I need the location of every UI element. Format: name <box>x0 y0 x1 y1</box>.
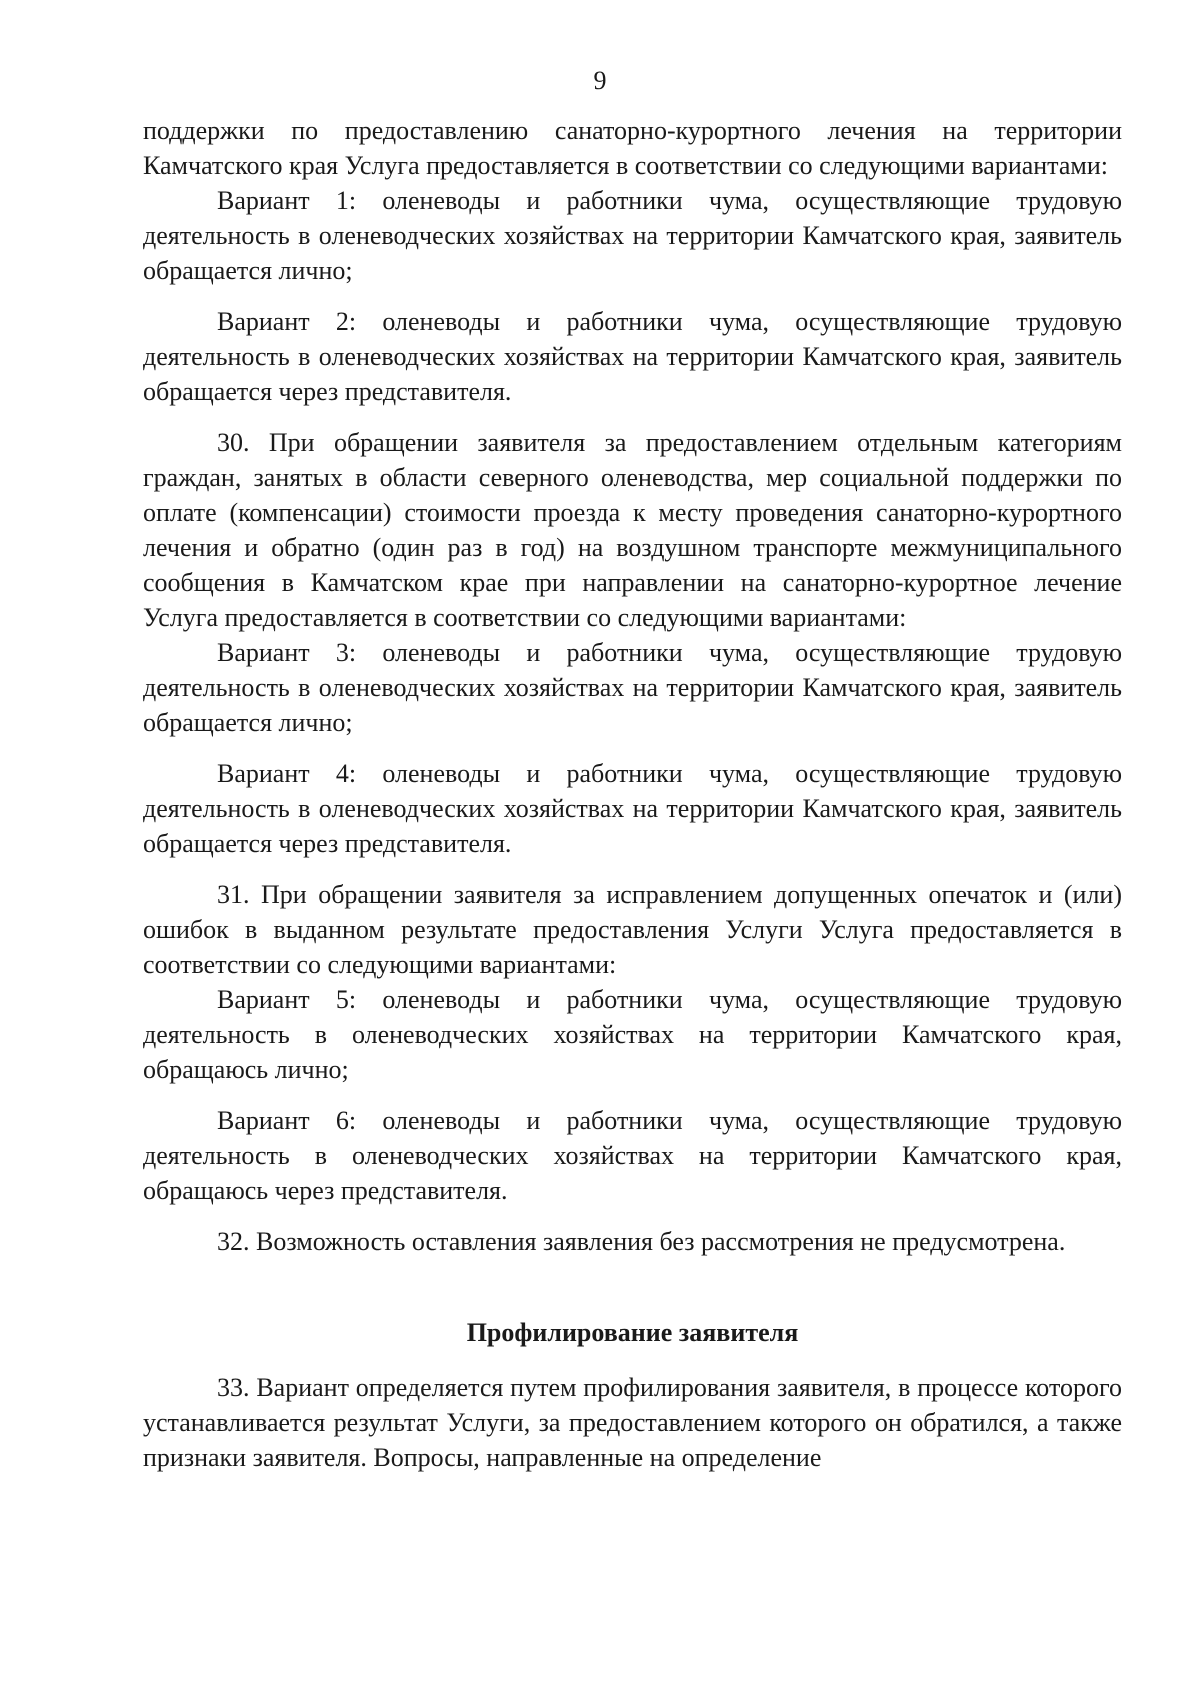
paragraph-variant-2: Вариант 2: оленеводы и работники чума, осуществляющие трудовую деятельность в оленеводческих хозяйствах на территории Камчатского края, заявитель обращается через представителя. <box>143 307 1122 406</box>
paragraph-continuation: поддержки по предоставлению санаторно-курортного лечения на территории Камчатского края Услуга предоставляется в соответствии со следующими вариантами: <box>143 116 1122 180</box>
paragraph-32: 32. Возможность оставления заявления без рассмотрения не предусмотрена. <box>217 1227 1066 1256</box>
page-number: 9 <box>593 66 607 95</box>
paragraph-30: 30. При обращении заявителя за предоставлением отдельным категориям граждан, занятых в области северного оленеводства, мер социальной поддержки по оплате (компенсации) стоимости проезда к месту проведения санаторно-курортного лечения и обратно (один раз в год) на воздушном транспорте межмуниципального сообщения в Камчатском крае при направлении на санаторно-курортное лечение Услуга предоставляется в соответствии со следующими вариантами: <box>143 428 1122 632</box>
section-heading: Профилирование заявителя <box>466 1318 799 1347</box>
paragraph-variant-3: Вариант 3: оленеводы и работники чума, осуществляющие трудовую деятельность в оленеводческих хозяйствах на территории Камчатского края, заявитель обращается лично; <box>143 638 1122 737</box>
document-body <box>143 113 1122 1475</box>
paragraph-33: 33. Вариант определяется путем профилирования заявителя, в процессе которого устанавливается результат Услуги, за предоставлением которого он обратился, а также признаки заявителя. Вопросы, направленные на определение <box>143 1373 1122 1472</box>
paragraph-variant-4: Вариант 4: оленеводы и работники чума, осуществляющие трудовую деятельность в оленеводческих хозяйствах на территории Камчатского края, заявитель обращается через представителя. <box>143 759 1122 858</box>
paragraph-variant-1: Вариант 1: оленеводы и работники чума, осуществляющие трудовую деятельность в оленеводческих хозяйствах на территории Камчатского края, заявитель обращается лично; <box>143 186 1122 285</box>
paragraph-variant-5: Вариант 5: оленеводы и работники чума, осуществляющие трудовую деятельность в оленеводческих хозяйствах на территории Камчатского края, обращаюсь лично; <box>143 985 1122 1084</box>
paragraph-variant-6: Вариант 6: оленеводы и работники чума, осуществляющие трудовую деятельность в оленеводческих хозяйствах на территории Камчатского края, обращаюсь через представителя. <box>143 1106 1122 1205</box>
paragraph-31: 31. При обращении заявителя за исправлением допущенных опечаток и (или) ошибок в выданном результате предоставления Услуги Услуга предоставляется в соответствии со следующими вариантами: <box>143 880 1122 979</box>
